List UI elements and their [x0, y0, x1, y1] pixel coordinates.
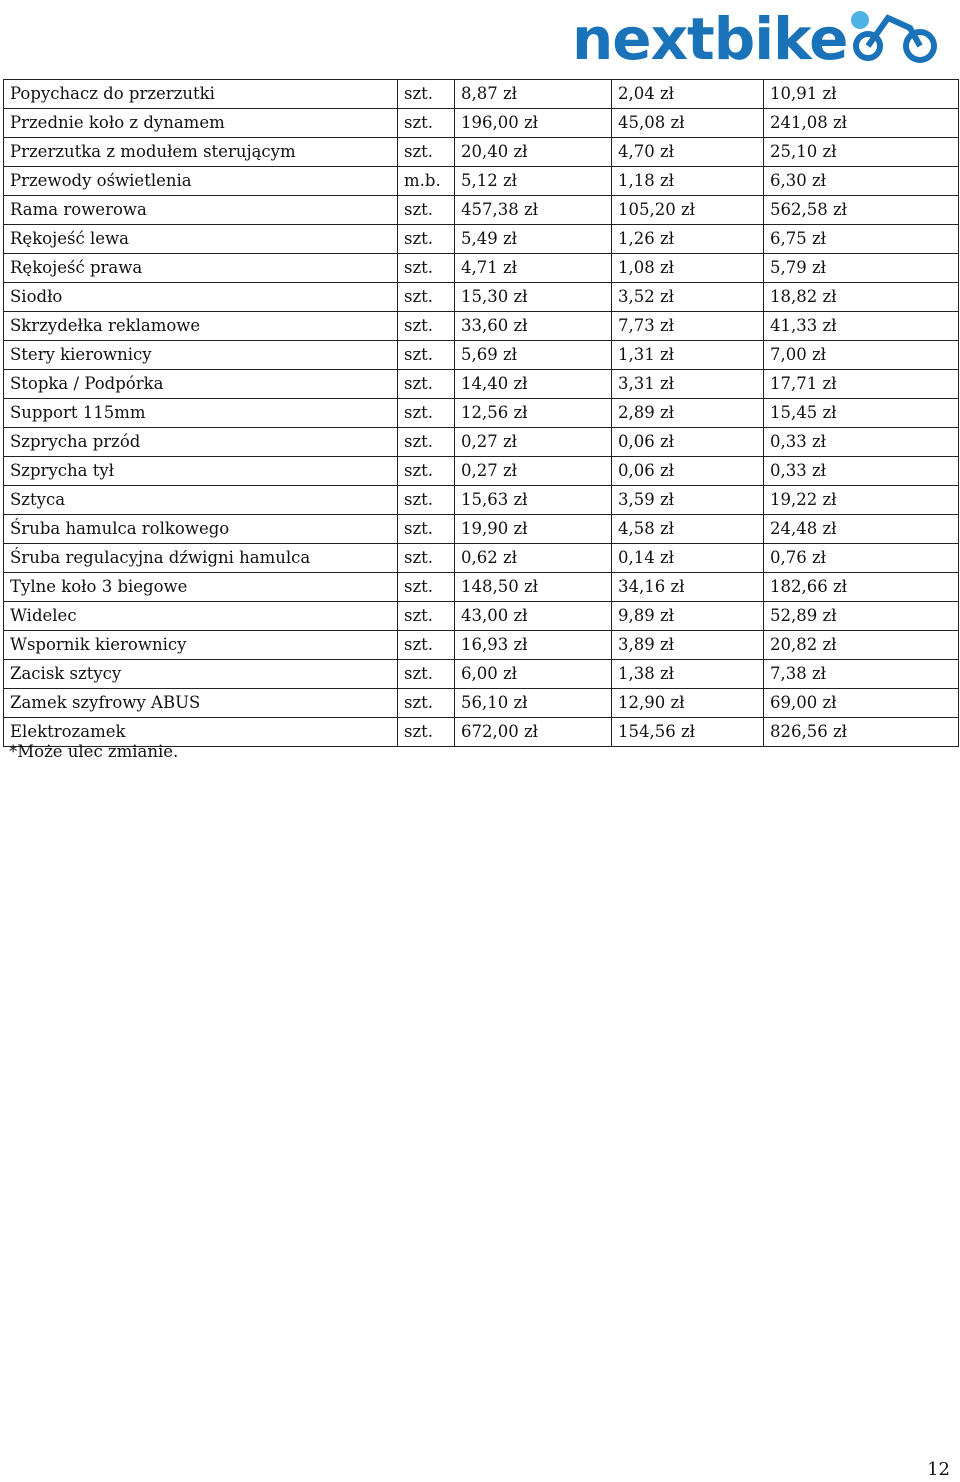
vat-amount-cell: 3,59 zł [612, 486, 764, 515]
net-price-cell: 56,10 zł [455, 689, 612, 718]
vat-amount-cell: 4,58 zł [612, 515, 764, 544]
table-row [4, 370, 959, 399]
vat-amount-cell: 2,89 zł [612, 399, 764, 428]
vat-amount-cell: 4,70 zł [612, 138, 764, 167]
unit-cell: szt. [398, 660, 455, 689]
gross-price-cell: 826,56 zł [764, 718, 959, 747]
unit-cell: szt. [398, 312, 455, 341]
unit-cell: szt. [398, 573, 455, 602]
gross-price-cell: 241,08 zł [764, 109, 959, 138]
net-price-cell: 8,87 zł [455, 80, 612, 109]
unit-cell: szt. [398, 196, 455, 225]
part-name-cell: Stery kierownicy [4, 341, 398, 370]
part-name-cell: Przewody oświetlenia [4, 167, 398, 196]
net-price-cell: 0,62 zł [455, 544, 612, 573]
gross-price-cell: 15,45 zł [764, 399, 959, 428]
unit-cell: szt. [398, 486, 455, 515]
net-price-cell: 14,40 zł [455, 370, 612, 399]
table-row [4, 167, 959, 196]
vat-amount-cell: 1,26 zł [612, 225, 764, 254]
gross-price-cell: 7,00 zł [764, 341, 959, 370]
unit-cell: szt. [398, 80, 455, 109]
gross-price-cell: 6,30 zł [764, 167, 959, 196]
net-price-cell: 5,69 zł [455, 341, 612, 370]
gross-price-cell: 18,82 zł [764, 283, 959, 312]
part-name-cell: Przednie koło z dynamem [4, 109, 398, 138]
spare-parts-price-table [3, 79, 959, 747]
vat-amount-cell: 1,08 zł [612, 254, 764, 283]
part-name-cell: Support 115mm [4, 399, 398, 428]
table-row [4, 457, 959, 486]
net-price-cell: 457,38 zł [455, 196, 612, 225]
table-row [4, 341, 959, 370]
net-price-cell: 16,93 zł [455, 631, 612, 660]
part-name-cell: Szprycha tył [4, 457, 398, 486]
gross-price-cell: 0,76 zł [764, 544, 959, 573]
table-row [4, 109, 959, 138]
table-row [4, 602, 959, 631]
net-price-cell: 196,00 zł [455, 109, 612, 138]
vat-amount-cell: 154,56 zł [612, 718, 764, 747]
vat-amount-cell: 3,31 zł [612, 370, 764, 399]
gross-price-cell: 5,79 zł [764, 254, 959, 283]
gross-price-cell: 10,91 zł [764, 80, 959, 109]
unit-cell: szt. [398, 631, 455, 660]
vat-amount-cell: 9,89 zł [612, 602, 764, 631]
table-row [4, 312, 959, 341]
net-price-cell: 0,27 zł [455, 457, 612, 486]
unit-cell: szt. [398, 283, 455, 312]
net-price-cell: 5,49 zł [455, 225, 612, 254]
vat-amount-cell: 0,14 zł [612, 544, 764, 573]
part-name-cell: Przerzutka z modułem sterującym [4, 138, 398, 167]
unit-cell: szt. [398, 428, 455, 457]
part-name-cell: Skrzydełka reklamowe [4, 312, 398, 341]
table-row [4, 428, 959, 457]
table-body [4, 80, 959, 747]
net-price-cell: 4,71 zł [455, 254, 612, 283]
table-row [4, 660, 959, 689]
part-name-cell: Śruba hamulca rolkowego [4, 515, 398, 544]
part-name-cell: Sztyca [4, 486, 398, 515]
vat-amount-cell: 34,16 zł [612, 573, 764, 602]
table-row [4, 138, 959, 167]
page-number: 12 [927, 1459, 950, 1480]
unit-cell: szt. [398, 602, 455, 631]
gross-price-cell: 52,89 zł [764, 602, 959, 631]
vat-amount-cell: 45,08 zł [612, 109, 764, 138]
gross-price-cell: 0,33 zł [764, 428, 959, 457]
part-name-cell: Rama rowerowa [4, 196, 398, 225]
part-name-cell: Rękojeść prawa [4, 254, 398, 283]
table-row [4, 225, 959, 254]
part-name-cell: Popychacz do przerzutki [4, 80, 398, 109]
unit-cell: szt. [398, 341, 455, 370]
table-row [4, 631, 959, 660]
vat-amount-cell: 1,18 zł [612, 167, 764, 196]
unit-cell: szt. [398, 109, 455, 138]
table-row [4, 399, 959, 428]
unit-cell: szt. [398, 689, 455, 718]
table-row [4, 689, 959, 718]
vat-amount-cell: 2,04 zł [612, 80, 764, 109]
table-row [4, 515, 959, 544]
unit-cell: szt. [398, 254, 455, 283]
vat-amount-cell: 1,31 zł [612, 341, 764, 370]
gross-price-cell: 69,00 zł [764, 689, 959, 718]
part-name-cell: Zamek szyfrowy ABUS [4, 689, 398, 718]
table-row [4, 283, 959, 312]
net-price-cell: 6,00 zł [455, 660, 612, 689]
vat-amount-cell: 3,52 zł [612, 283, 764, 312]
part-name-cell: Widelec [4, 602, 398, 631]
gross-price-cell: 17,71 zł [764, 370, 959, 399]
unit-cell: szt. [398, 544, 455, 573]
vat-amount-cell: 3,89 zł [612, 631, 764, 660]
net-price-cell: 148,50 zł [455, 573, 612, 602]
vat-amount-cell: 7,73 zł [612, 312, 764, 341]
part-name-cell: Tylne koło 3 biegowe [4, 573, 398, 602]
vat-amount-cell: 0,06 zł [612, 428, 764, 457]
table-row [4, 254, 959, 283]
net-price-cell: 33,60 zł [455, 312, 612, 341]
unit-cell: szt. [398, 138, 455, 167]
gross-price-cell: 6,75 zł [764, 225, 959, 254]
vat-amount-cell: 12,90 zł [612, 689, 764, 718]
table-row [4, 196, 959, 225]
gross-price-cell: 20,82 zł [764, 631, 959, 660]
net-price-cell: 20,40 zł [455, 138, 612, 167]
gross-price-cell: 25,10 zł [764, 138, 959, 167]
gross-price-cell: 41,33 zł [764, 312, 959, 341]
table-row [4, 80, 959, 109]
unit-cell: szt. [398, 457, 455, 486]
table-row [4, 486, 959, 515]
gross-price-cell: 182,66 zł [764, 573, 959, 602]
net-price-cell: 0,27 zł [455, 428, 612, 457]
net-price-cell: 43,00 zł [455, 602, 612, 631]
part-name-cell: Śruba regulacyjna dźwigni hamulca [4, 544, 398, 573]
unit-cell: szt. [398, 515, 455, 544]
part-name-cell: Szprycha przód [4, 428, 398, 457]
rider-head-icon [851, 11, 869, 29]
unit-cell: szt. [398, 399, 455, 428]
vat-amount-cell: 0,06 zł [612, 457, 764, 486]
net-price-cell: 15,30 zł [455, 283, 612, 312]
net-price-cell: 672,00 zł [455, 718, 612, 747]
vat-amount-cell: 105,20 zł [612, 196, 764, 225]
net-price-cell: 15,63 zł [455, 486, 612, 515]
unit-cell: szt. [398, 225, 455, 254]
net-price-cell: 19,90 zł [455, 515, 612, 544]
logo-wordmark: nextbike [572, 5, 848, 68]
part-name-cell: Rękojeść lewa [4, 225, 398, 254]
net-price-cell: 12,56 zł [455, 399, 612, 428]
part-name-cell: Elektrozamek [4, 718, 398, 747]
table-row [4, 573, 959, 602]
nextbike-logo [570, 4, 950, 68]
gross-price-cell: 562,58 zł [764, 196, 959, 225]
table-row [4, 544, 959, 573]
gross-price-cell: 19,22 zł [764, 486, 959, 515]
vat-amount-cell: 1,38 zł [612, 660, 764, 689]
gross-price-cell: 0,33 zł [764, 457, 959, 486]
part-name-cell: Siodło [4, 283, 398, 312]
part-name-cell: Wspornik kierownicy [4, 631, 398, 660]
gross-price-cell: 7,38 zł [764, 660, 959, 689]
net-price-cell: 5,12 zł [455, 167, 612, 196]
unit-cell: szt. [398, 370, 455, 399]
unit-cell: m.b. [398, 167, 455, 196]
part-name-cell: Zacisk sztycy [4, 660, 398, 689]
footnote: *Może ulec zmianie. [9, 742, 179, 761]
gross-price-cell: 24,48 zł [764, 515, 959, 544]
unit-cell: szt. [398, 718, 455, 747]
part-name-cell: Stopka / Podpórka [4, 370, 398, 399]
